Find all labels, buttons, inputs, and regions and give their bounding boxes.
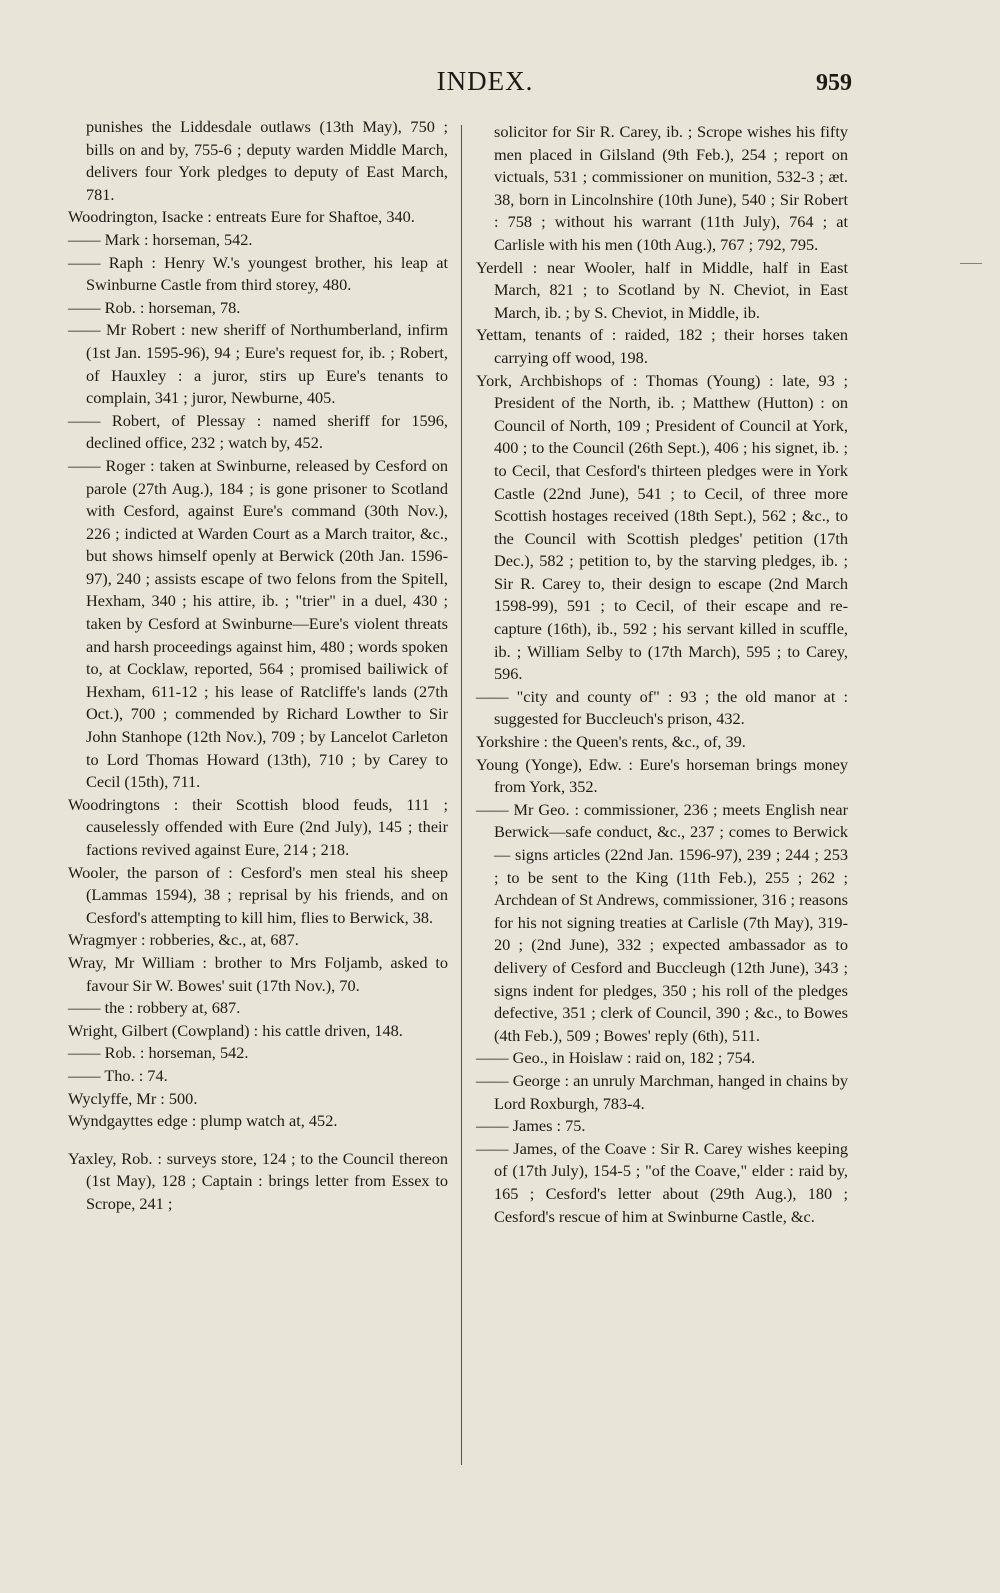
index-entry: Wray, Mr William : brother to Mrs Foljamb, asked to favour Sir W. Bowes' suit (17th Nov.), 70.: [68, 952, 448, 995]
index-entry: —— Geo., in Hoislaw : raid on, 182 ; 754.: [476, 1048, 756, 1068]
index-entry: solicitor for Sir R. Carey, ib. ; Scrope wishes his fifty men placed in Gilsland (9th Feb.), 254 ; report on victuals, 531 ; commissioner on munition, 532-3 ; æt. 38, born in Lincolnshire (10th June), 540 ; Sir Robert : 758 ; without his warrant (11th July), 764 ; at Carlisle with his men (10th Aug.), 767 ; 792, 795.: [494, 122, 848, 254]
index-entry: Young (Yonge), Edw. : Eure's horseman brings money from York, 352.: [476, 754, 848, 797]
right-column: [476, 121, 848, 1228]
index-entry: Wyclyffe, Mr : 500.: [68, 1088, 198, 1108]
index-entry: —— Mr Geo. : commissioner, 236 ; meets English near Berwick—safe conduct, &c., 237 ; comes to Berwick — signs articles (22nd Jan. 1596-97), 239 ; 244 ; 253 ; to be sent to the King (11th Feb.), 255 ; 262 ; Archdean of St Andrews, commissioner, 316 ; reasons for his not signing treaties at Carlisle (7th May), 319-20 ; (2nd June), 332 ; expected ambassador as to delivery of Cesford and Buccleugh (12th June), 343 ; signs indent for pledges, 350 ; his roll of the pledges defective, 351 ; clerk of Council, 390 ; &c., to Bowes (4th Feb.), 509 ; Bowes' reply (6th), 511.: [476, 799, 848, 1045]
index-entry: Wragmyer : robberies, &c., at, 687.: [68, 930, 299, 950]
index-entry: Yettam, tenants of : raided, 182 ; their horses taken carrying off wood, 198.: [476, 325, 848, 367]
index-entry: —— Robert, of Plessay : named sheriff for 1596, declined office, 232 ; watch by, 452.: [68, 410, 448, 453]
index-entry: —— George : an unruly Marchman, hanged in chains by Lord Roxburgh, 783-4.: [476, 1070, 848, 1113]
index-entry: —— "city and county of" : 93 ; the old manor at : suggested for Buccleuch's prison, 432.: [476, 686, 848, 729]
index-entry: —— the : robbery at, 687.: [68, 998, 241, 1018]
index-entry: —— Rob. : horseman, 542.: [68, 1043, 249, 1063]
index-entry: —— Mark : horseman, 542.: [68, 229, 253, 249]
index-entry: —— Rob. : horseman, 78.: [68, 297, 241, 317]
index-entry: Yorkshire : the Queen's rents, &c., of, 39.: [476, 732, 746, 752]
index-entry: —— Mr Robert : new sheriff of Northumberland, infirm (1st Jan. 1595-96), 94 ; Eure's request for, ib. ; Robert, of Hauxley : a juror, stirs up Eure's tenants to complain, 341 ; juror, Newburne, 405.: [68, 320, 448, 408]
page-header: [0, 66, 1000, 106]
index-entry: punishes the Liddesdale outlaws (13th May), 750 ; bills on and by, 755-6 ; deputy warden Middle March, delivers four York pledges to deputy of East March, 781.: [86, 117, 448, 204]
left-column: [68, 116, 448, 1216]
index-entry: Wooler, the parson of : Cesford's men steal his sheep (Lammas 1594), 38 ; reprisal by his friends, and on Cesford's attempting to kill him, flies to Berwick, 38.: [68, 862, 448, 927]
index-entry: —— Roger : taken at Swinburne, released by Cesford on parole (27th Aug.), 184 ; is gone prisoner to Scotland with Cesford, against Eure's command (30th Nov.), 226 ; indicted at Warden Court as a March traitor, &c., but shows himself openly at Berwick (20th Jan. 1596-97), 240 ; assists escape of two felons from the Spitell, Hexham, 340 ; his attire, ib. ; "trier" in a duel, 430 ; taken by Cesford at Swinburne—Eure's violent threats and harsh proceedings against him, 480 ; words spoken to, at Cocklaw, reported, 564 ; promised bailiwick of Hexham, 611-12 ; his lease of Ratcliffe's lands (27th Oct.), 700 ; commended by Richard Lowther to Sir John Stanhope (12th Nov.), 709 ; by Lancelot Carleton to Lord Thomas Howard (13th), 710 ; by Carey to Cecil (15th), 711.: [68, 455, 448, 792]
index-entry: Yaxley, Rob. : surveys store, 124 ; to the Council thereon (1st May), 128 ; Captain : brings letter from Essex to Scrope, 241 ;: [68, 1148, 448, 1213]
index-entry: —— James : 75.: [476, 1116, 586, 1136]
index-entry: —— James, of the Coave : Sir R. Carey wishes keeping of (17th July), 154-5 ; "of the Coave," elder : raid by, 165 ; Cesford's letter about (29th Aug.), 180 ; Cesford's rescue of him at Swinburne Castle, &c.: [476, 1138, 848, 1226]
page-number: 959: [816, 70, 852, 96]
index-entry: Wright, Gilbert (Cowpland) : his cattle driven, 148.: [68, 1020, 403, 1040]
index-entry: Yerdell : near Wooler, half in Middle, half in East March, 821 ; to Scotland by N. Cheviot, in East March, ib. ; by S. Cheviot, in Middle, ib.: [476, 257, 848, 322]
index-entry: Wyndgayttes edge : plump watch at, 452.: [68, 1111, 338, 1131]
index-entry: Woodringtons : their Scottish blood feuds, 111 ; causelessly offended with Eure (2nd July), 145 ; their factions revived against Eure, 214 ; 218.: [68, 794, 448, 859]
index-entry: —— Tho. : 74.: [68, 1065, 168, 1085]
index-entry: Woodrington, Isacke : entreats Eure for Shaftoe, 340.: [68, 207, 415, 227]
index-entry: —— Raph : Henry W.'s youngest brother, his leap at Swinburne Castle from third storey, 480.: [68, 252, 448, 295]
margin-mark: [960, 263, 982, 264]
column-divider: [461, 125, 462, 1465]
page-title: INDEX.: [436, 66, 534, 96]
index-entry: York, Archbishops of : Thomas (Young) : late, 93 ; President of the North, ib. ; Matthew (Hutton) : on Council of North, 109 ; President of Council at York, 400 ; to the Council (26th Sept.), 406 ; his signet, ib. ; to Cecil, that Cesford's thirteen pledges were in York Castle (22nd June), 541 ; to Cecil, of three more Scottish hostages received (18th Sept.), 562 ; &c., to the Council with Scottish pledges' petition (17th Dec.), 582 ; petition to, by the starving pledges, ib. ; Sir R. Carey to, their design to escape (2nd March 1598-99), 591 ; to Cecil, of their escape and re-capture (16th), ib., 592 ; his servant killed in scuffle, ib. ; William Selby to (17th March), 595 ; to Carey, 596.: [476, 370, 848, 684]
